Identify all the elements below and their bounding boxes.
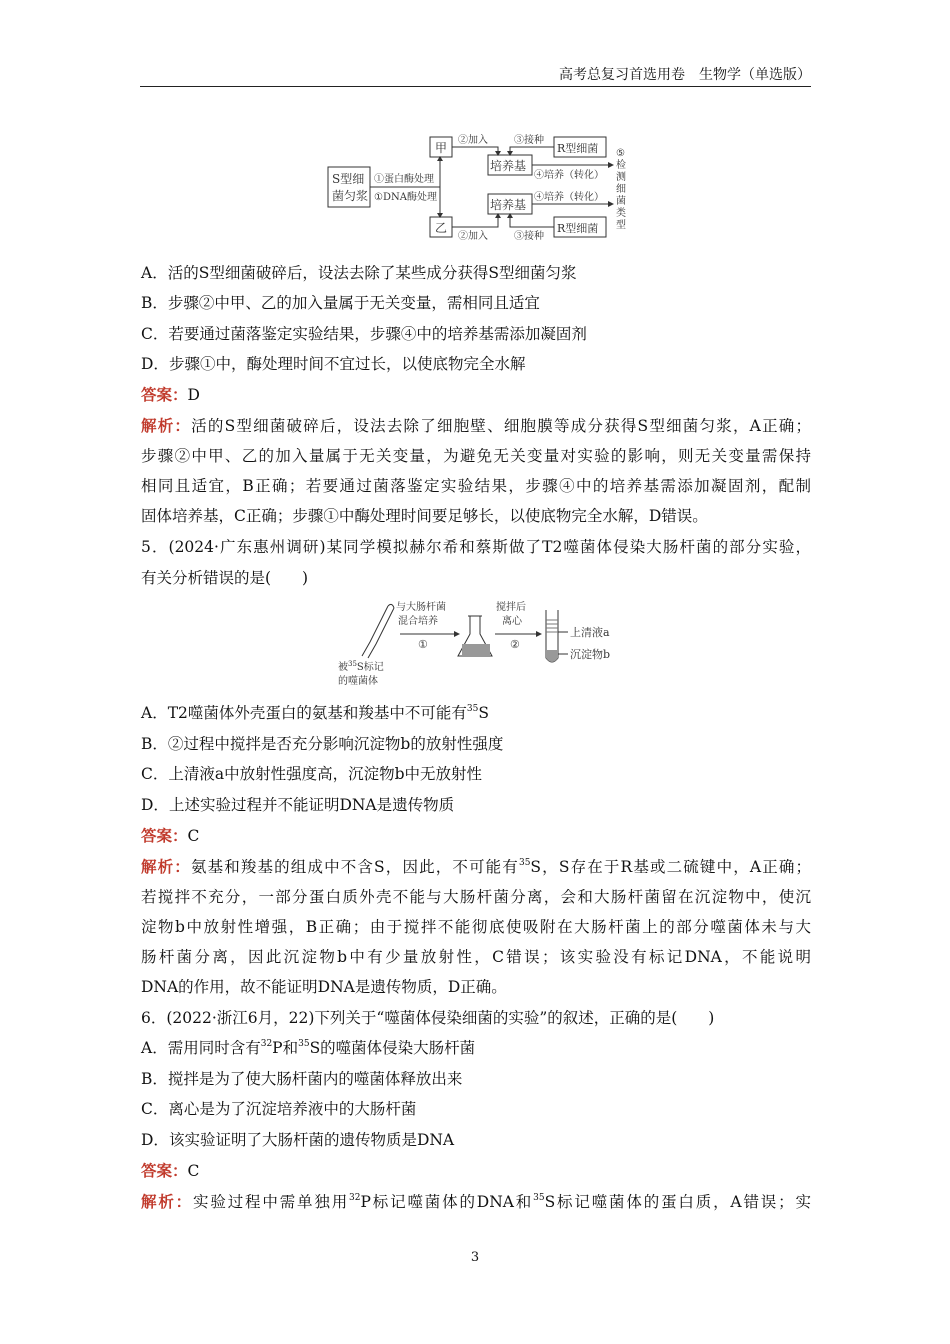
q5-stem-line-1: 5．(2024·广东惠州调研)某同学模拟赫尔希和蔡斯做了T2噬菌体侵染大肠杆菌的部分实验， [141,538,811,556]
q4-option-b: B．步骤②中甲、乙的加入量属于无关变量，需相同且适宜 [141,294,540,312]
step4-label-bottom: ④培养（转化） [534,192,604,203]
phage-label-2: 的噬菌体 [338,676,378,687]
q6-answer: 答案：C [141,1161,200,1180]
transformation-diagram [320,130,640,245]
step2-label-bottom: ②加入 [458,231,488,242]
q5-option-b: B．②过程中搅拌是否充分影响沉淀物b的放射性强度 [141,735,504,753]
q4-answer: 答案：D [141,385,200,404]
mix-label-2: 混合培养 [398,616,438,627]
yi-label: 乙 [435,221,448,235]
step-num-2: ② [510,638,520,651]
q6-option-d: D．该实验证明了大肠杆菌的遗传物质是DNA [141,1131,455,1149]
q4-analysis-line-2: 步骤②中甲、乙的加入量属于无关变量，为避免无关变量对实验的影响，则无关变量需保持 [141,447,811,465]
source-label-1: S型细 [332,172,365,186]
page-number: 3 [470,1250,480,1265]
q4-option-a: A．活的S型细菌破碎后，设法去除了某些成分获得S型细菌匀浆 [141,264,577,282]
jia-label: 甲 [435,141,448,155]
q5-answer: 答案：C [141,826,200,845]
q5-analysis-line-3: 淀物b中放射性增强，B正确；由于搅拌不能彻底使吸附在大肠杆菌上的部分噬菌体未与大 [141,918,811,936]
q4-analysis-line-4: 固体培养基，C正确；步骤①中酶处理时间要足够长，以使底物完全水解，D错误。 [141,507,708,525]
step-num-1: ① [418,638,428,651]
q4-analysis-line-1: 解析：活的S型细菌破碎后，设法去除了细胞壁、细胞膜等成分获得S型细菌匀浆，A正确； [141,416,811,435]
step5-char-5: 类 [616,208,626,219]
centrifuge-label-2: 离心 [502,616,522,627]
step5-char-3: 细 [616,184,626,195]
step2-label-top: ②加入 [458,135,488,146]
q4-option-c: C．若要通过菌落鉴定实验结果，步骤④中的培养基需添加凝固剂 [141,325,587,343]
q4-analysis-line-3: 相同且适宜，B正确；若要通过菌落鉴定实验结果，步骤④中的培养基需添加凝固剂，配制 [141,477,811,495]
step1b-label: ①DNA酶处理 [374,192,437,203]
centrifuge-label-1: 搅拌后 [496,602,526,613]
q5-analysis-line-2: 若搅拌不充分，一部分蛋白质外壳不能与大肠杆菌分离，会和大肠杆菌留在沉淀物中，使沉 [141,888,811,906]
step5-char-6: 型 [616,220,626,231]
source-label-2: 菌匀浆 [332,189,369,203]
header-title: 高考总复习首选用卷 生物学（单选版） [559,67,811,83]
q5-analysis-line-1: 解析：氨基和羧基的组成中不含S，因此，不可能有$^{35}$S，S存在于R基或二硫键中，A正确； [141,857,811,876]
q6-option-c: C．离心是为了沉淀培养液中的大肠杆菌 [141,1100,417,1118]
medium-label-bottom: 培养基 [490,198,527,212]
q5-option-a: A．T2噬菌体外壳蛋白的氨基和羧基中不可能有$^{35}$S [141,704,489,722]
q5-stem-line-2: 有关分析错误的是( ) [141,569,309,587]
page-header [140,64,811,87]
q6-stem: 6．(2022·浙江6月，22)下列关于“噬菌体侵染细菌的实验”的叙述，正确的是( ) [141,1009,715,1027]
q4-option-d: D．步骤①中，酶处理时间不宜过长，以使底物完全水解 [141,355,526,373]
q5-option-c: C．上清液a中放射性强度高，沉淀物b中无放射性 [141,765,483,783]
phage-diagram [330,598,630,693]
step3-label-bottom: ③接种 [514,231,544,242]
step5-char-1: 检 [616,160,626,171]
q5-analysis-line-5: DNA的作用，故不能证明DNA是遗传物质，D正确。 [141,978,507,996]
rstrain-label-bottom: R型细菌 [557,222,599,235]
q5-analysis-line-4: 肠杆菌分离，因此沉淀物b中有少量放射性，C错误；该实验没有标记DNA，不能说明 [141,948,811,966]
step1a-label: ①蛋白酶处理 [374,174,434,185]
rstrain-label-top: R型细菌 [557,142,599,155]
q6-analysis-line-1: 解析：实验过程中需单独用$^{32}$P标记噬菌体的DNA和$^{35}$S标记噬菌体的蛋白质，A错误；实 [141,1192,811,1211]
sediment-label: 沉淀物b [570,648,611,661]
mix-label-1: 与大肠杆菌 [396,602,446,613]
q6-option-a: A．需用同时含有$^{32}$P和$^{35}$S的噬菌体侵染大肠杆菌 [141,1039,476,1057]
step5-char-4: 菌 [616,196,626,207]
medium-label-top: 培养基 [490,159,527,173]
step5-char-0: ⑤ [616,148,625,159]
phage-label-1: 被$^{35}$S标记 [338,660,384,673]
step4-label-top: ④培养（转化） [534,170,604,181]
step3-label-top: ③接种 [514,135,544,146]
q6-option-b: B．搅拌是为了使大肠杆菌内的噬菌体释放出来 [141,1070,463,1088]
step5-char-2: 测 [616,172,626,183]
supernatant-label: 上清液a [570,626,610,639]
q5-option-d: D．上述实验过程并不能证明DNA是遗传物质 [141,796,455,814]
